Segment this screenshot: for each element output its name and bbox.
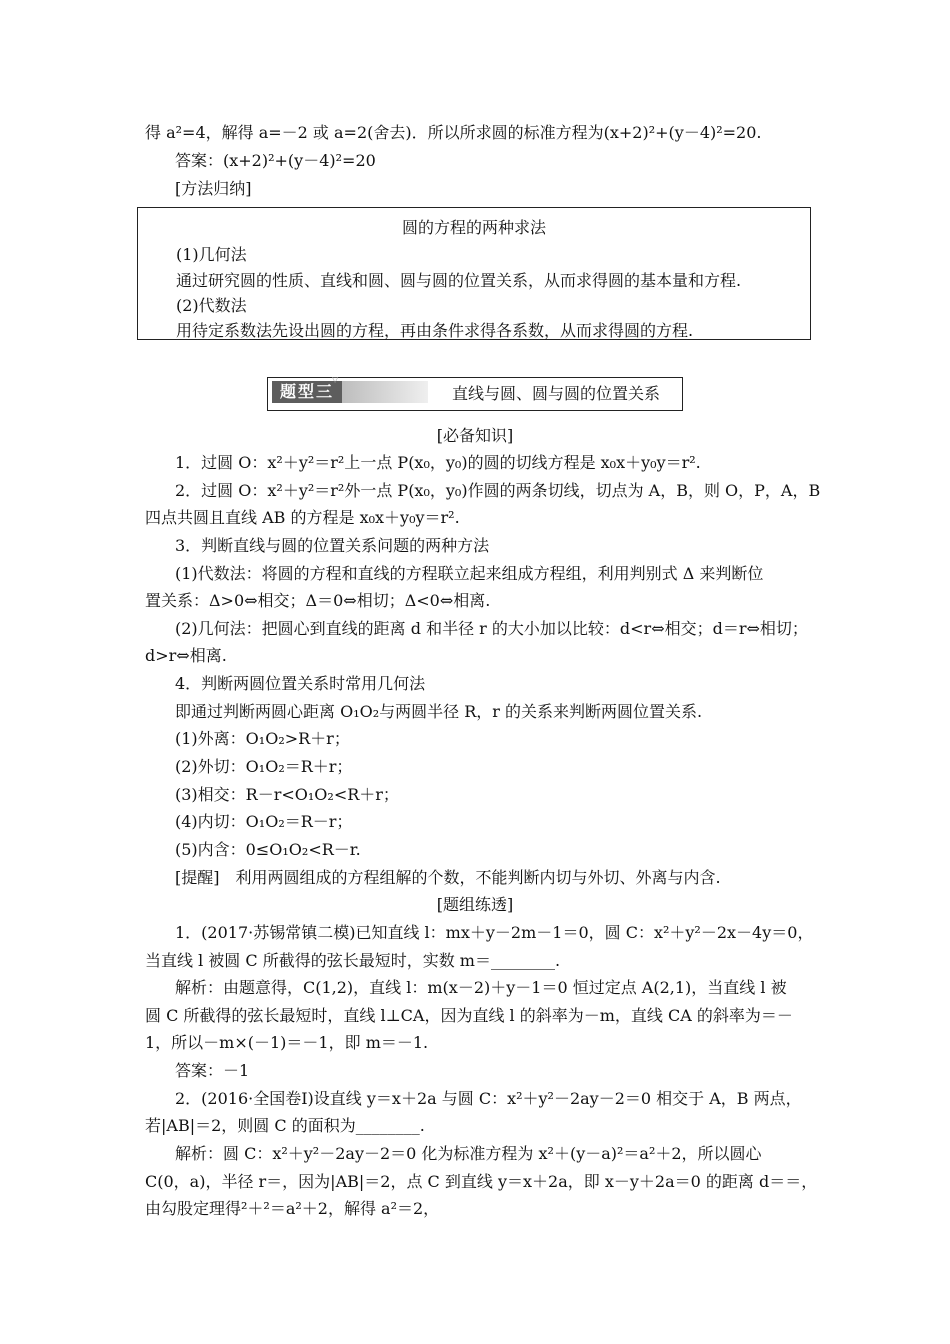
box-line: (2)代数法	[176, 296, 247, 315]
method-summary-box	[137, 207, 811, 340]
text-line: (5)内含：0≤O₁O₂<R－r.	[175, 840, 361, 859]
section-label-method: [方法归纳]	[175, 179, 252, 198]
solution-line: 圆 C 所截得的弦长最短时，直线 l⊥CA，因为直线 l 的斜率为－m，直线 CA 的斜率为＝－	[145, 1006, 793, 1025]
reminder-line: [提醒] 利用两圆组成的方程组解的个数，不能判断内切与外切、外离与内含.	[175, 868, 721, 887]
question-line: 若|AB|＝2，则圆 C 的面积为________.	[145, 1116, 425, 1135]
text-line: (2)几何法：把圆心到直线的距离 d 和半径 r 的大小加以比较：d<r⇔相交；d＝r⇔相切；	[175, 619, 808, 638]
solution-line: 由勾股定理得²＋²＝a²＋2，解得 a²＝2，	[145, 1199, 440, 1218]
text-line: 3．判断直线与圆的位置关系问题的两种方法	[175, 536, 490, 555]
text-line: 置关系：Δ>0⇔相交；Δ＝0⇔相切；Δ<0⇔相离.	[145, 591, 491, 610]
corner-mark-icon: ▽	[332, 375, 339, 384]
answer-line: 答案：(x+2)²+(y－4)²=20	[175, 151, 376, 170]
box-line: 用待定系数法先设出圆的方程，再由条件求得各系数，从而求得圆的方程.	[176, 321, 694, 340]
solution-line: 1，所以－m×(－1)＝－1，即 m＝－1.	[145, 1033, 429, 1052]
text-line: (2)外切：O₁O₂＝R＋r；	[175, 757, 353, 776]
text-line: 得 a²=4，解得 a=－2 或 a=2(舍去)．所以所求圆的标准方程为(x+2)²+(y－4)²=20.	[145, 123, 762, 142]
box-title: 圆的方程的两种求法	[401, 218, 546, 237]
text-line: d>r⇔相离.	[145, 646, 227, 665]
section-label-knowledge: [必备知识]	[436, 426, 514, 445]
text-line: (1)代数法：将圆的方程和直线的方程联立起来组成方程组，利用判别式 Δ 来判断位	[175, 564, 764, 583]
text-line: 2．过圆 O：x²＋y²＝r²外一点 P(x₀，y₀)作圆的两条切线，切点为 A，B，则 O，P，A，B	[175, 481, 821, 500]
solution-line: 解析：圆 C：x²＋y²－2ay－2＝0 化为标准方程为 x²＋(y－a)²＝a²＋2，所以圆心	[175, 1144, 762, 1163]
text-line: 1．过圆 O：x²＋y²＝r²上一点 P(x₀，y₀)的圆的切线方程是 x₀x＋y₀y＝r².	[175, 453, 701, 472]
answer-line: 答案：－1	[175, 1061, 250, 1080]
question-line: 2．(2016·全国卷Ⅰ)设直线 y＝x＋2a 与圆 C：x²＋y²－2ay－2＝0 相交于 A，B 两点，	[175, 1089, 802, 1108]
topic-banner	[267, 377, 683, 411]
text-line: 四点共圆且直线 AB 的方程是 x₀x＋y₀y＝r².	[145, 508, 460, 527]
text-line: 即通过判断两圆心距离 O₁O₂与两圆半径 R，r 的关系来判断两圆位置关系.	[175, 702, 703, 721]
topic-badge: 题型三	[272, 381, 342, 403]
topic-title: 直线与圆、圆与圆的位置关系	[452, 384, 661, 403]
text-line: 4．判断两圆位置关系时常用几何法	[175, 674, 426, 693]
solution-line: C(0，a)，半径 r＝，因为|AB|＝2，点 C 到直线 y＝x＋2a，即 x－y＋2a＝0 的距离 d＝＝，	[145, 1172, 818, 1191]
question-line: 1．(2017·苏锡常镇二模)已知直线 l：mx＋y－2m－1＝0，圆 C：x²＋y²－2x－4y＝0，	[175, 923, 814, 942]
section-label-practice: [题组练透]	[436, 895, 514, 914]
solution-line: 解析：由题意得，C(1,2)，直线 l：m(x－2)＋y－1＝0 恒过定点 A(2,1)，当直线 l 被	[175, 978, 787, 997]
question-line: 当直线 l 被圆 C 所截得的弦长最短时，实数 m＝________.	[145, 951, 561, 970]
box-line: (1)几何法	[176, 245, 247, 264]
badge-tab-decoration	[342, 381, 428, 403]
text-line: (1)外离：O₁O₂>R＋r；	[175, 729, 350, 748]
box-line: 通过研究圆的性质、直线和圆、圆与圆的位置关系，从而求得圆的基本量和方程.	[176, 271, 742, 290]
text-line: (4)内切：O₁O₂＝R－r；	[175, 812, 353, 831]
text-line: (3)相交：R－r<O₁O₂<R＋r；	[175, 785, 399, 804]
